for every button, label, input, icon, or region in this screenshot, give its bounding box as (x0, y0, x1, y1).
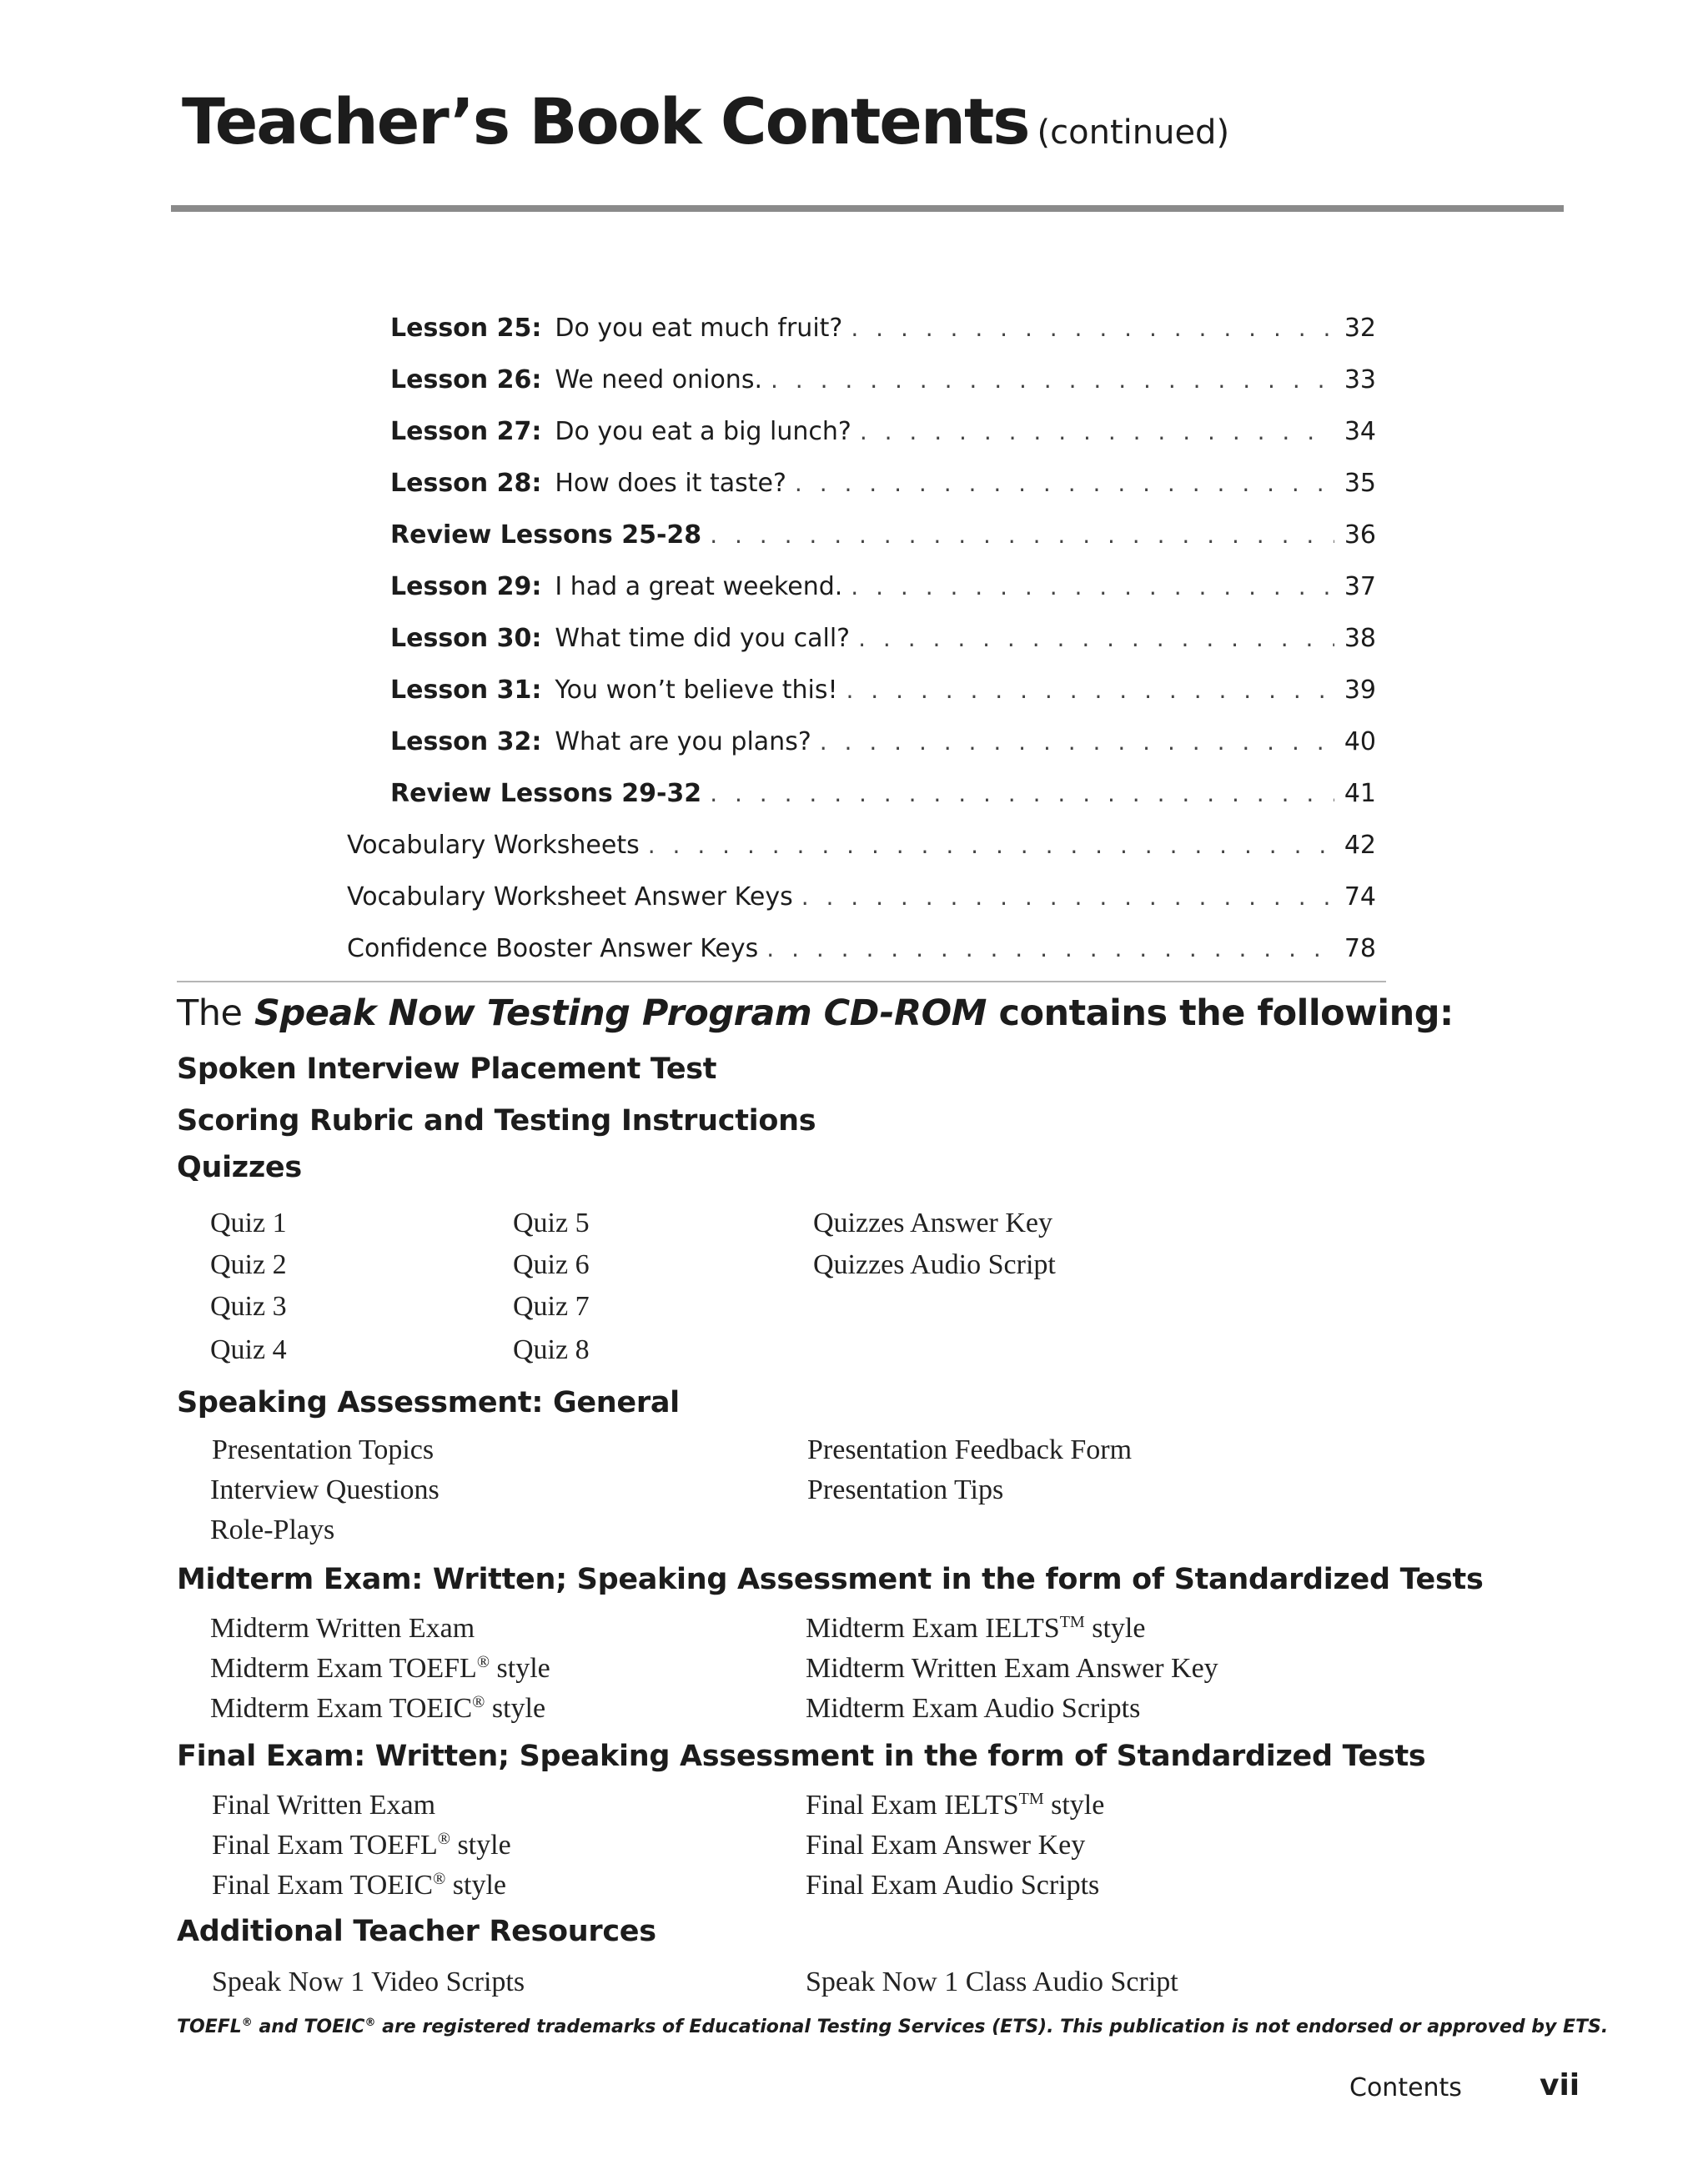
list-item: Quiz 3 (210, 1291, 287, 1322)
toc-entry (347, 831, 1376, 872)
list-item: Quiz 7 (513, 1291, 590, 1322)
list-item (210, 1653, 550, 1685)
list-item: Quiz 2 (210, 1249, 287, 1280)
list-item-suffix: style (445, 1870, 506, 1901)
registered-mark: ® (476, 1653, 490, 1671)
list-item-text: Final Exam TOEIC (212, 1870, 434, 1901)
toc-entry-title: Confidence Booster Answer Keys (347, 934, 759, 963)
dot-leader (858, 625, 1334, 652)
toc-entry-title: You won’t believe this! (555, 676, 838, 705)
list-item (806, 1693, 1140, 1725)
list-item: Speak Now 1 Class Audio Script (806, 1967, 1178, 1997)
toc-entry-label: Lesson 29: (390, 572, 542, 601)
toc-entry (390, 520, 1376, 562)
toc-entry-title: Review Lessons 29-32 (390, 779, 702, 808)
list-item-suffix: style (1084, 1613, 1146, 1644)
list-item (806, 1790, 1104, 1821)
list-item-text: Midterm Exam TOEIC (210, 1693, 473, 1724)
list-item: Quiz 1 (210, 1208, 287, 1238)
list-item-text: Midterm Exam TOEFL (210, 1653, 477, 1684)
section-heading-speaking: Speaking Assessment: General (177, 1386, 680, 1419)
toc-entry-label: Lesson 25: (390, 314, 542, 343)
list-item (806, 1830, 1085, 1861)
toc-entry-title: I had a great weekend. (555, 572, 843, 601)
dot-leader (771, 366, 1334, 394)
toc-entry-page: 40 (1344, 727, 1376, 756)
list-item-text: Midterm Exam IELTS (806, 1613, 1060, 1644)
registered-mark: ® (437, 1830, 450, 1848)
dot-leader (766, 935, 1334, 962)
toc-entry (390, 365, 1376, 407)
toc-entry-page: 42 (1344, 831, 1376, 860)
toc-entry-page: 37 (1344, 572, 1376, 601)
section-heading-additional: Additional Teacher Resources (177, 1915, 656, 1948)
list-item: Quiz 8 (513, 1334, 590, 1365)
toc-entry (390, 572, 1376, 614)
cdrom-heading (177, 992, 1454, 1034)
list-item-suffix: style (450, 1830, 511, 1861)
toc-entry-page: 33 (1344, 365, 1376, 394)
toc-entry-title: How does it taste? (555, 469, 786, 498)
list-item-text: Midterm Written Exam Answer Key (806, 1653, 1218, 1684)
cdrom-heading-title: Speak Now Testing Program CD-ROM (254, 992, 987, 1034)
page-number: vii (1540, 2068, 1580, 2102)
footnote-text: and TOEIC (252, 2017, 365, 2037)
cdrom-heading-prefix: The (177, 992, 243, 1034)
toc-entry-title: We need onions. (555, 365, 762, 394)
list-item: Role-Plays (210, 1514, 335, 1545)
toc-entry-label: Lesson 31: (390, 676, 542, 705)
trademark-mark: TM (1018, 1790, 1044, 1808)
registered-mark: ® (433, 1870, 446, 1888)
dot-leader (710, 521, 1334, 549)
dot-leader (648, 831, 1334, 859)
section-heading-quizzes: Quizzes (177, 1151, 302, 1184)
toc-entry-page: 36 (1344, 520, 1376, 550)
list-item-text: Final Exam IELTS (806, 1790, 1019, 1821)
list-item-suffix: style (1043, 1790, 1105, 1821)
list-item: Speak Now 1 Video Scripts (212, 1967, 525, 1997)
dot-leader (801, 883, 1334, 911)
toc-entry (390, 779, 1376, 821)
toc-entry-label: Lesson 30: (390, 624, 542, 653)
list-item-text: Midterm Written Exam (210, 1613, 475, 1644)
dot-leader (851, 314, 1334, 342)
dot-leader (851, 573, 1334, 600)
toc-entry-page: 34 (1344, 417, 1376, 446)
list-item (806, 1870, 1099, 1901)
list-item: Interview Questions (210, 1474, 440, 1505)
toc-entry-label: Lesson 32: (390, 727, 542, 756)
toc-entry-label: Lesson 28: (390, 469, 542, 498)
toc-entry-label: Lesson 26: (390, 365, 542, 394)
page-title-subtitle: (continued) (1037, 113, 1230, 152)
footnote-text: TOEFL (177, 2017, 242, 2037)
list-item (212, 1870, 506, 1901)
toc-entry-title: Do you eat a big lunch? (555, 417, 851, 446)
toc-entry-page: 38 (1344, 624, 1376, 653)
section-heading-placement: Spoken Interview Placement Test (177, 1052, 717, 1086)
dot-leader (820, 728, 1334, 756)
list-item (212, 1830, 511, 1861)
page-title (182, 84, 1230, 158)
registered-mark: ® (364, 2017, 376, 2029)
toc-entry (390, 676, 1376, 717)
list-item: Quizzes Answer Key (813, 1208, 1053, 1238)
list-item-text: Final Written Exam (212, 1790, 436, 1821)
list-item: Quiz 4 (210, 1334, 287, 1365)
toc-entry-page: 39 (1344, 676, 1376, 705)
toc-entry-title: Vocabulary Worksheet Answer Keys (347, 882, 793, 912)
toc-entry-page: 74 (1344, 882, 1376, 912)
list-item: Quiz 5 (513, 1208, 590, 1238)
toc-entry-title: Vocabulary Worksheets (347, 831, 640, 860)
toc-entry-title: What time did you call? (555, 624, 851, 653)
toc-entry (390, 314, 1376, 355)
registered-mark: ® (472, 1693, 485, 1711)
toc-entry-label: Lesson 27: (390, 417, 542, 446)
list-item-text: Final Exam TOEFL (212, 1830, 438, 1861)
list-item (212, 1790, 435, 1821)
toc-entry (347, 934, 1376, 976)
toc-entry-title: Review Lessons 25-28 (390, 520, 702, 550)
list-item: Quizzes Audio Script (813, 1249, 1056, 1280)
list-item: Presentation Topics (212, 1434, 435, 1465)
section-heading-scoring: Scoring Rubric and Testing Instructions (177, 1104, 816, 1138)
dot-leader (710, 780, 1334, 807)
list-item-text: Final Exam Audio Scripts (806, 1870, 1100, 1901)
list-item (210, 1613, 475, 1645)
list-item-suffix: style (490, 1653, 550, 1684)
trademark-mark: TM (1059, 1613, 1085, 1631)
title-divider (171, 205, 1564, 212)
toc-entry (390, 469, 1376, 510)
section-heading-final: Final Exam: Written; Speaking Assessment in the form of Standardized Tests (177, 1740, 1426, 1773)
section-heading-midterm: Midterm Exam: Written; Speaking Assessment in the form of Standardized Tests (177, 1563, 1484, 1596)
trademark-footnote (177, 2017, 1608, 2037)
footer-section-label: Contents (1349, 2073, 1462, 2102)
toc-entry-page: 32 (1344, 314, 1376, 343)
list-item-text: Midterm Exam Audio Scripts (806, 1693, 1141, 1724)
list-item-suffix: style (485, 1693, 546, 1724)
toc-entry-title: What are you plans? (555, 727, 811, 756)
dot-leader (860, 418, 1334, 445)
list-item: Presentation Feedback Form (807, 1434, 1133, 1465)
list-item: Presentation Tips (807, 1474, 1004, 1505)
page-title-text: Teacher’s Book Contents (182, 84, 1029, 158)
toc-entry-page: 35 (1344, 469, 1376, 498)
footnote-text: are registered trademarks of Educational Testing Services (ETS). This publication is not endorsed or approved by ETS. (375, 2017, 1609, 2037)
list-item (806, 1613, 1145, 1645)
toc-entry (390, 417, 1376, 459)
list-item: Quiz 6 (513, 1249, 590, 1280)
toc-entry (390, 727, 1376, 769)
registered-mark: ® (241, 2017, 253, 2029)
dot-leader (846, 676, 1334, 704)
toc-entry (347, 882, 1376, 924)
cdrom-heading-suffix: contains the following: (998, 992, 1454, 1034)
dot-leader (795, 470, 1334, 497)
toc-entry-page: 78 (1344, 934, 1376, 963)
list-item (806, 1653, 1218, 1685)
section-divider (177, 981, 1386, 982)
toc-entry-title: Do you eat much fruit? (555, 314, 843, 343)
toc-entry-page: 41 (1344, 779, 1376, 808)
list-item-text: Final Exam Answer Key (806, 1830, 1086, 1861)
toc-entry (390, 624, 1376, 666)
list-item (210, 1693, 545, 1725)
